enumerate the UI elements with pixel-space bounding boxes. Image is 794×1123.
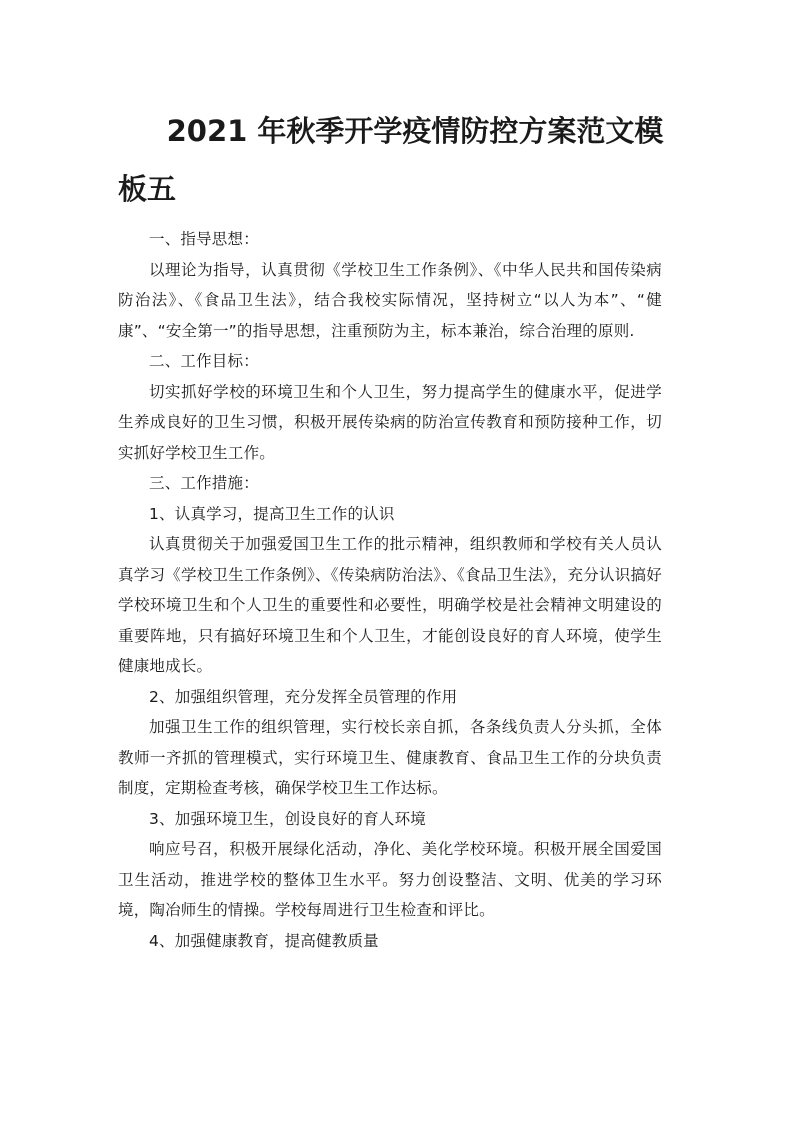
document-body (118, 224, 662, 956)
section-heading-guiding-ideology: 一、指导思想： (149, 230, 259, 248)
subheading-measure-4: 4、加强健康教育，提高健教质量 (149, 931, 379, 950)
paragraph-measure-3: 响应号召，积极开展绿化活动，净化、美化学校环境。积极开展全国爱国卫生活动，推进学校的整体卫生水平。努力创设整洁、文明、优美的学习环境，陶冶师生的情操。学校每周进行卫生检查和评比。 (118, 840, 662, 919)
title-line-1: 2021 年秋季开学疫情防控方案范文模 (166, 114, 664, 148)
section-heading-work-measures: 三、工作措施： (149, 474, 259, 492)
subheading-measure-2: 2、加强组织管理，充分发挥全员管理的作用 (149, 687, 458, 706)
subheading-measure-1: 1、认真学习，提高卫生工作的认识 (149, 504, 395, 523)
paragraph-work-goals: 切实抓好学校的环境卫生和个人卫生，努力提高学生的健康水平，促进学生养成良好的卫生习惯，积极开展传染病的防治宣传教育和预防接种工作，切实抓好学校卫生工作。 (118, 382, 662, 462)
subheading-measure-3: 3、加强环境卫生，创设良好的育人环境 (149, 809, 426, 828)
paragraph-guiding-ideology: 以理论为指导，认真贯彻《学校卫生工作条例》、《中华人民共和国传染病防治法》、《食品卫生法》，结合我校实际情况，坚持树立“以人为本”、“健康”、“安全第一”的指导思想，注重预防为主，标本兼治，综合治理的原则. (118, 260, 662, 340)
document-title (118, 102, 678, 218)
title-line-2: 板五 (118, 172, 177, 206)
section-heading-work-goals: 二、工作目标： (149, 352, 259, 370)
paragraph-measure-1: 认真贯彻关于加强爱国卫生工作的批示精神，组织教师和学校有关人员认真学习《学校卫生工作条例》、《传染病防治法》、《食品卫生法》，充分认识搞好学校环境卫生和个人卫生的重要性和必要性，明确学校是社会精神文明建设的重要阵地，只有搞好环境卫生和个人卫生，才能创设良好的育人环境，使学生健康地成长。 (118, 535, 662, 675)
paragraph-measure-2: 加强卫生工作的组织管理，实行校长亲自抓，各条线负责人分头抓，全体教师一齐抓的管理模式，实行环境卫生、健康教育、食品卫生工作的分块负责制度，定期检查考核，确保学校卫生工作达标。 (118, 718, 662, 797)
